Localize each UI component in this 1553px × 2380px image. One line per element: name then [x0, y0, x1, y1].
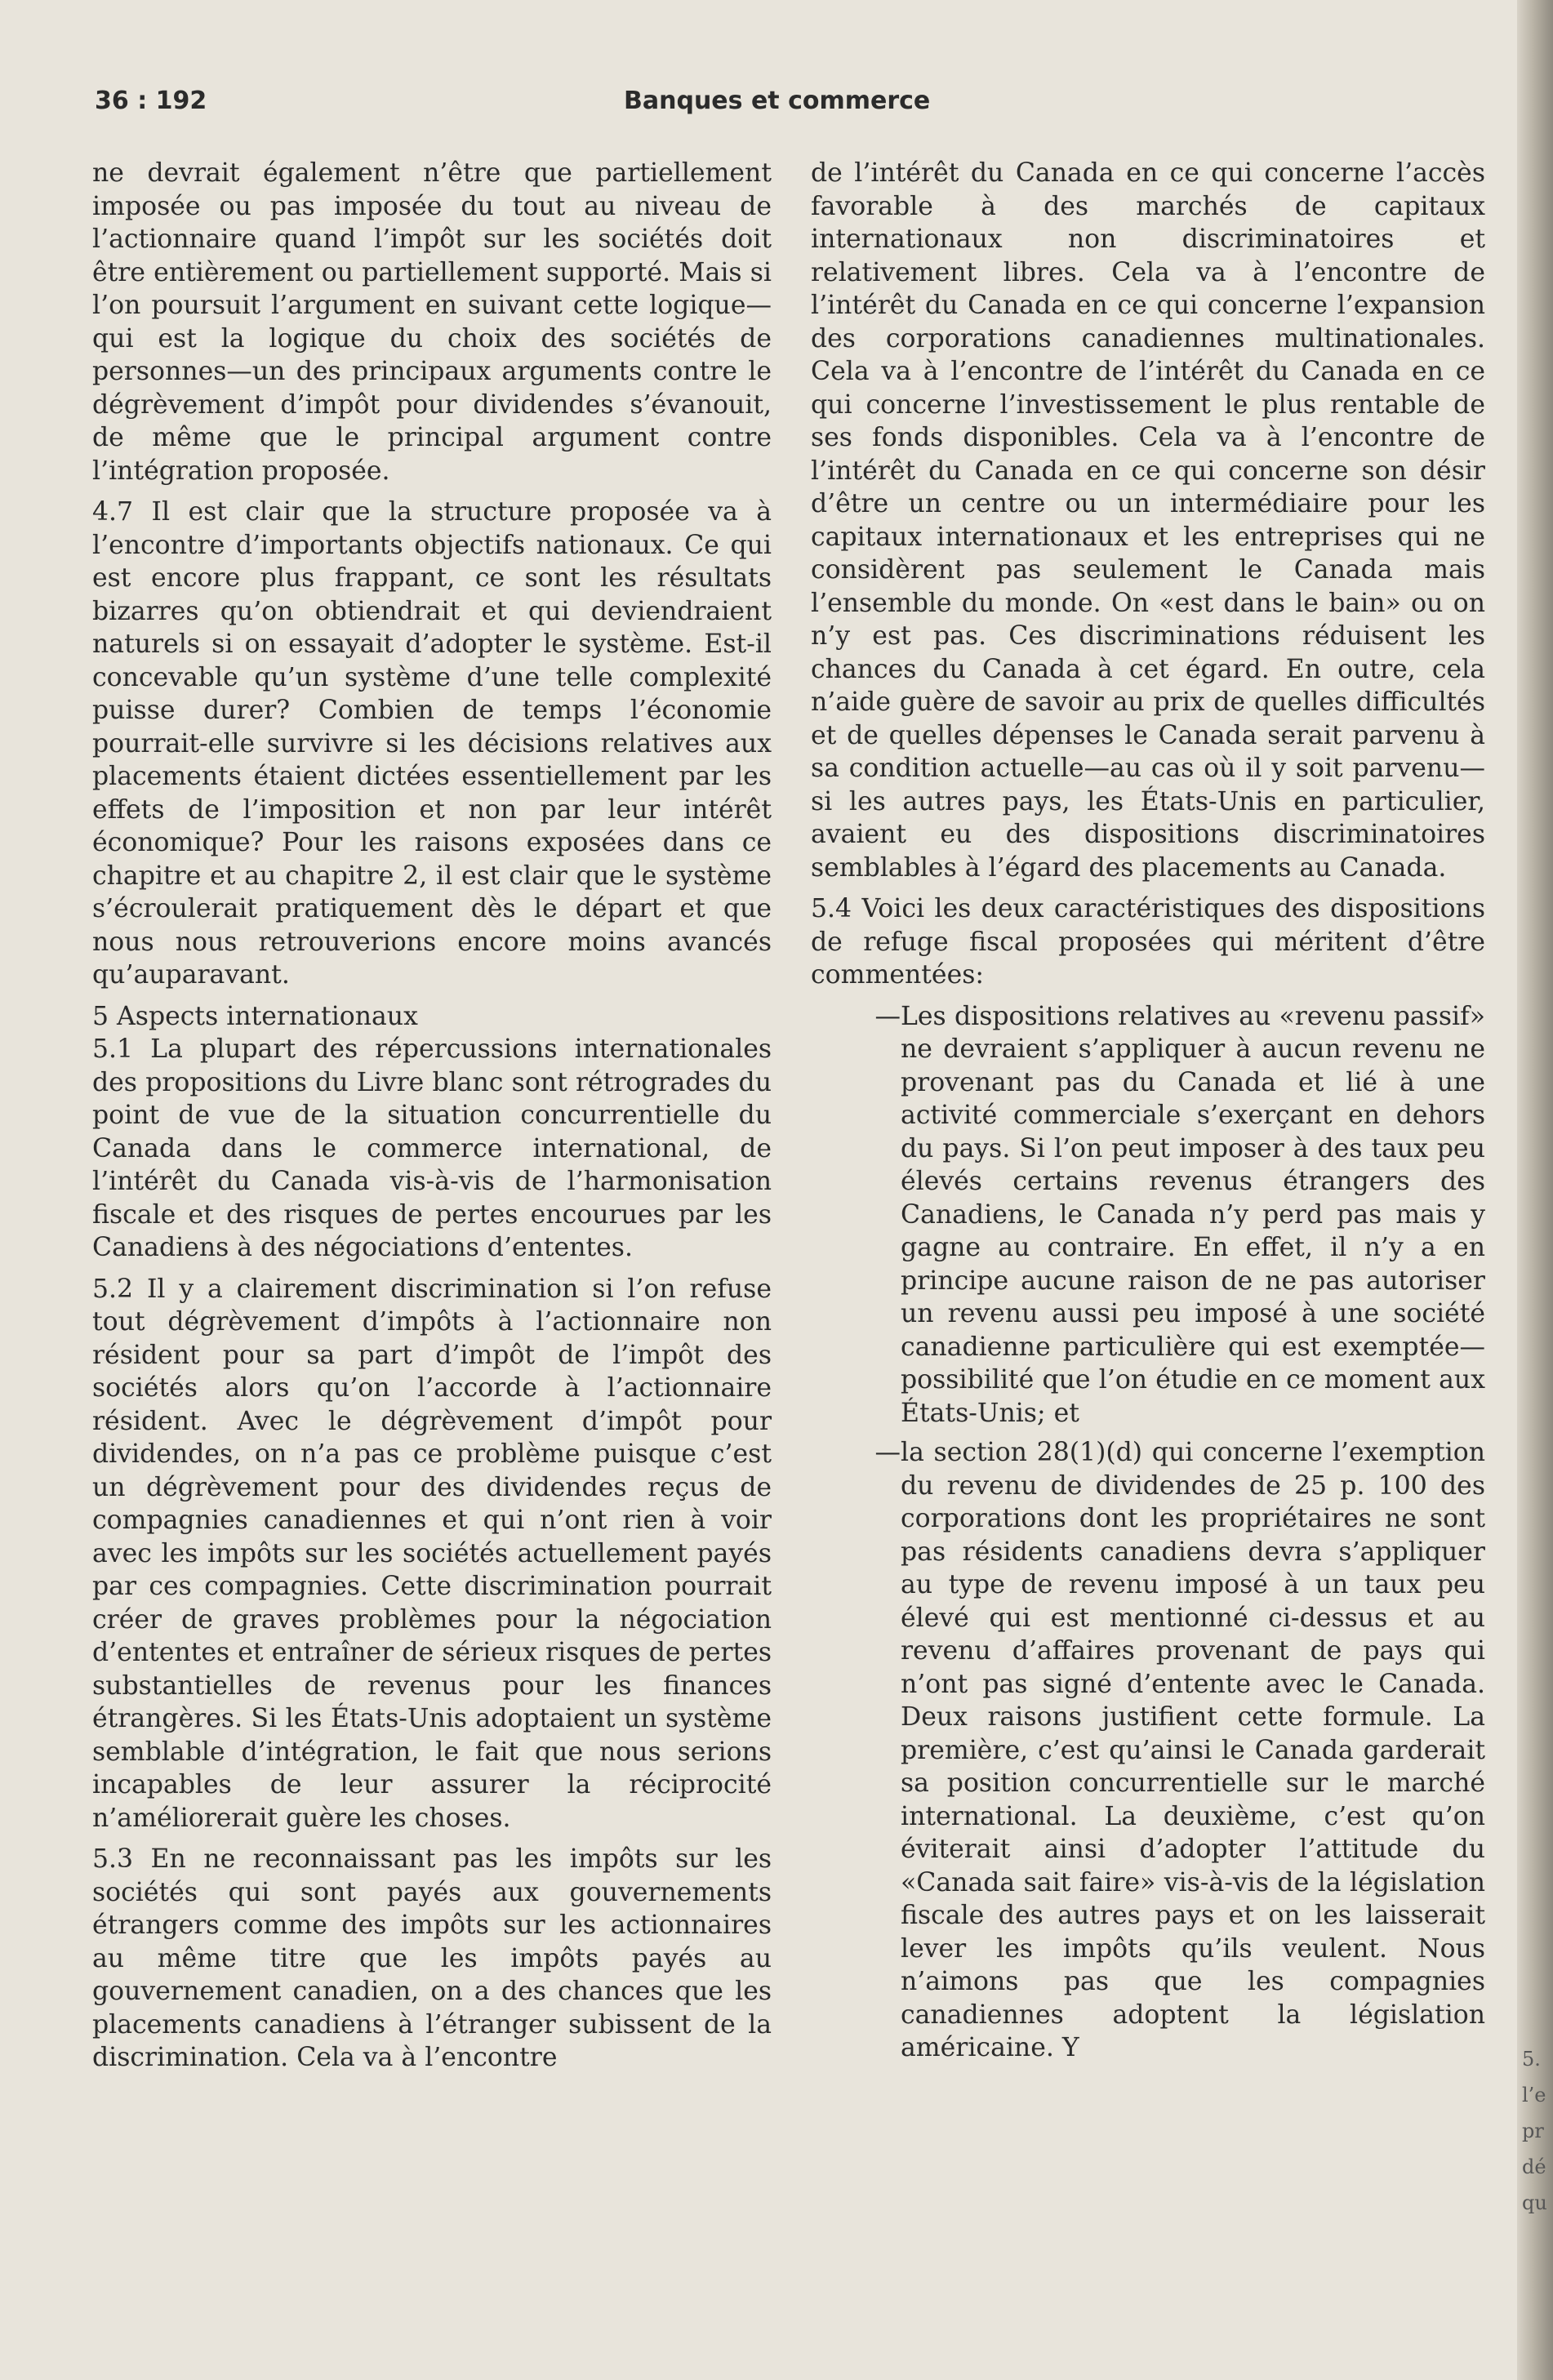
book-spine-shadow: [1517, 0, 1553, 2380]
facing-page-edge-text: [1522, 2041, 1553, 2221]
edge-fragment: dé: [1522, 2155, 1546, 2178]
edge-fragment: qu: [1522, 2191, 1547, 2214]
running-header: [82, 87, 1519, 119]
paragraph-5-2: 5.2 Il y a clairement discrimination si l’on refuse tout dégrèvement d’impôts à l’actionnaire non résident pour sa part d’impôt de l’impôt des sociétés alors qu’on l’accorde à l’actionnaire résident. Avec le dégrèvement d’impôt pour dividendes, on n’a pas ce problème puisque c’est un dégrèvement pour des dividendes reçus de compagnies canadiennes et qui n’ont rien à voir avec les impôts sur les sociétés actuellement payés par ces compagnies. Cette discrimination pourrait créer de graves problèmes pour la négociation d’ententes et entraîner de sérieux risques de pertes substantielles de revenus pour les finances étrangères. Si les États-Unis adoptaient un système semblable d’intégration, le fait que nous serions incapables de leur assurer la réciprocité n’améliorerait guère les choses.: [92, 1274, 772, 1833]
page-number: 36 : 192: [95, 87, 207, 115]
paragraph-continuation: ne devrait également n’être que partiellement imposée ou pas imposée du tout au niveau de l’actionnaire quand l’impôt sur les sociétés doit être entièrement ou partiellement supporté. Mais si l’on poursuit l’argument en suivant cette logique—qui est la logique du choix des sociétés de personnes—un des principaux arguments contre le dégrèvement d’impôt pour dividendes s’évanouit, de même que le principal argument contre l’intégration proposée.: [92, 158, 772, 486]
dash-marker: —: [874, 1438, 901, 1467]
paragraph-4-7: 4.7 Il est clair que la structure proposée va à l’encontre d’importants objectifs nationaux. Ce qui est encore plus frappant, ce sont les résultats bizarres qu’on obtiendrait et qui deviendraient naturels si on essayait d’adopter le système. Est-il concevable qu’un système d’une telle complexité puisse durer? Combien de temps l’économie pourrait-elle survivre si les décisions relatives aux placements étaient dictées essentiellement par les effets de l’imposition et non par leur intérêt économique? Pour les raisons exposées dans ce chapitre et au chapitre 2, il est clair que le système s’écroulerait pratiquement dès le départ et que nous nous retrouverions encore moins avancés qu’auparavant.: [92, 497, 772, 990]
list-item-text: la section 28(1)(d) qui concerne l’exemption du revenu de dividendes de 25 p. 100 des corporations dont les propriétaires ne sont pas résidents canadiens devra s’appliquer au type de revenu imposé à un taux peu élevé qui est mentionné ci-dessus et au revenu d’affaires provenant de pays qui n’ont pas signé d’entente avec le Canada. Deux raisons justifient cette formule. La première, c’est qu’ainsi le Canada garderait sa position concurrentielle sur le marché international. La deuxième, c’est qu’on éviterait ainsi d’adopter l’attitude du «Canada sait faire» vis-à-vis de la législation fiscale des autres pays et on les laisserait lever les impôts qu’ils veulent. Nous n’aimons pas que les compagnies canadiennes adoptent la législation américaine. Y: [901, 1438, 1485, 2062]
left-column: [92, 157, 772, 2083]
right-column: [811, 157, 1485, 2071]
paragraph-5-1: 5.1 La plupart des répercussions internationales des propositions du Livre blanc sont rétrogrades du point de vue de la situation concurrentielle du Canada dans le commerce international, de l’intérêt du Canada vis-à-vis de l’harmonisation fiscale et des risques de pertes encourues par les Canadiens à des négociations d’ententes.: [92, 1034, 772, 1262]
edge-fragment: l’e: [1522, 2084, 1546, 2106]
paragraph-5-3: 5.3 En ne reconnaissant pas les impôts sur les sociétés qui sont payés aux gouvernements étrangers comme des impôts sur les actionnaires au même titre que les impôts payés au gouvernement canadien, on a des chances que les placements canadiens à l’étranger subissent de la discrimination. Cela va à l’encontre: [92, 1844, 772, 2072]
section-heading: 5 Aspects internationaux: [92, 1001, 418, 1031]
paragraph-5-4: 5.4 Voici les deux caractéristiques des dispositions de refuge fiscal proposées qui méritent d’être commentées:: [811, 894, 1485, 990]
paragraph-continuation-right: de l’intérêt du Canada en ce qui concerne l’accès favorable à des marchés de capitaux internationaux non discriminatoires et relativement libres. Cela va à l’encontre de l’intérêt du Canada en ce qui concerne l’expansion des corporations canadiennes multinationales. Cela va à l’encontre de l’intérêt du Canada en ce qui concerne l’investissement le plus rentable de ses fonds disponibles. Cela va à l’encontre de l’intérêt du Canada en ce qui concerne son désir d’être un centre ou un intermédiaire pour les capitaux internationaux et les entreprises qui ne considèrent pas seulement le Canada mais l’ensemble du monde. On «est dans le bain» ou on n’y est pas. Ces discriminations réduisent les chances du Canada à cet égard. En outre, cela n’aide guère de savoir au prix de quelles difficultés et de quelles dépenses le Canada serait parvenu à sa condition actuelle—au cas où il y soit parvenu—si les autres pays, les États-Unis en particulier, avaient eu des dispositions discriminatoires semblables à l’égard des placements au Canada.: [811, 158, 1485, 883]
dash-marker: —: [874, 1001, 901, 1031]
edge-fragment: 5.: [1522, 2048, 1541, 2071]
edge-fragment: pr: [1522, 2120, 1544, 2142]
list-item-text: Les dispositions relatives au «revenu passif» ne devraient s’appliquer à aucun revenu ne provenant pas du Canada et lié à une activité commerciale s’exerçant en dehors du pays. Si l’on peut imposer à des taux peu élevés certains revenus étrangers des Canadiens, le Canada n’y perd pas mais y gagne au contraire. En effet, il n’y a en principe aucune raison de ne pas autoriser un revenu aussi peu imposé à une société canadienne particulière qui est exemptée—possibilité que l’on étudie en ce moment aux États-Unis; et: [901, 1001, 1485, 1428]
list-item: [811, 1000, 1485, 1430]
page-title: Banques et commerce: [624, 87, 931, 115]
list-item: [811, 1436, 1485, 2065]
